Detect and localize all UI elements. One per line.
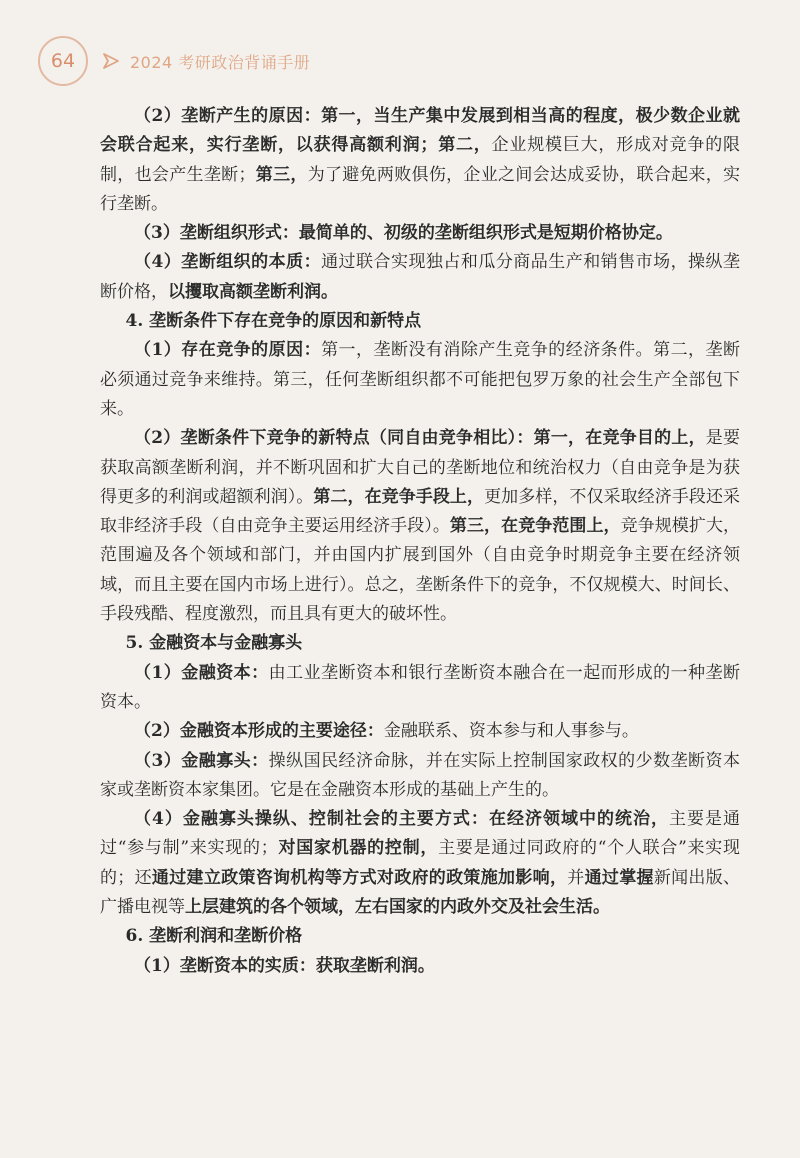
text-segment: 由工业垄断资本和银行垄断资本融合在一起而形成的一种垄断资本。 [100, 662, 740, 712]
paragraph [100, 805, 740, 922]
term-label: （2）垄断产生的原因： [134, 106, 322, 126]
term-label: （1）金融资本： [134, 662, 269, 683]
play-arrow-icon [102, 52, 120, 70]
term-label: （1）存在竞争的原因： [134, 340, 322, 361]
page-header [38, 36, 310, 86]
text-segment: 第二，在竞争手段上， [313, 486, 485, 507]
text-segment: 最简单的、初级的垄断组织形式是短期价格协定。 [298, 223, 673, 244]
term-label: （4）垄断组织的本质： [134, 252, 322, 273]
text-segment: 第一，垄断没有消除产生竞争的经济条件。第二，垄断必须通过竞争来维持。第三，任何垄断组织都不可能把包罗万象的社会生产全部包下来。 [100, 340, 740, 419]
text-segment: 通过联合实现独占和瓜分商品生产和销售市场，操纵垄断价格， [100, 252, 740, 302]
paragraph [100, 659, 740, 718]
text-segment: 更加多样，不仅采取经济手段还采取非经济手段（自由竞争主要运用经济手段）。 [100, 486, 741, 537]
text-segment: 第一，在竞争目的上， [533, 428, 706, 449]
text-segment: 竞争规模扩大，范围遍及各个领域和部门，并由国内扩展到国外（自由竞争时期竞争主要在经济领域，而且主要在国内市场上进行）。总之，垄断条件下的竞争，不仅规模大、时间长、手段残酷、程度激烈，而且具有更大的破坏性。 [100, 516, 741, 625]
term-label: （2）金融资本形成的主要途径： [134, 721, 384, 742]
page-content [100, 102, 740, 981]
paragraph [100, 102, 740, 219]
text-segment: 通过建立政策咨询机构等方式对政府的政策施加影响， [151, 867, 568, 888]
text-segment: 主要是通过同政府的“个人联合”来实现的；还 [100, 838, 740, 888]
paragraph [100, 717, 740, 746]
text-segment: 在经济领域中的统治， [488, 809, 669, 830]
text-segment: 第一，当生产集中发展到相当高的程度，极少数企业就会联合起来，实行垄断，以获得高额利润； [100, 106, 740, 156]
page-number: 64 [38, 36, 88, 86]
text-segment: 新闻出版、广播电视等 [100, 867, 741, 918]
text-segment: 对国家机器的控制， [277, 838, 439, 859]
text-segment: 获取垄断利润。 [315, 955, 435, 976]
text-segment: 第三，在竞争范围上， [449, 516, 621, 537]
text-segment: 企业规模巨大，形成对竞争的限制，也会产生垄断； [100, 135, 741, 185]
section-heading: 6. 垄断利润和垄断价格 [125, 926, 303, 947]
text-segment: 为了避免两败俱伤，企业之间会达成妥协，联合起来，实行垄断。 [100, 164, 741, 214]
term-label: （2）垄断条件下竞争的新特点（同自由竞争相比）： [134, 428, 534, 449]
paragraph [100, 424, 740, 629]
paragraph [100, 952, 740, 981]
section-heading: 4. 垄断条件下存在竞争的原因和新特点 [125, 311, 422, 332]
text-segment: 以攫取高额垄断利润。 [168, 281, 338, 302]
text-segment: 金融联系、资本参与和人事参与。 [383, 721, 639, 742]
term-label: （1）垄断资本的实质： [134, 955, 316, 976]
paragraph [100, 248, 740, 307]
text-segment: 是要获取高额垄断利润，并不断巩固和扩大自己的垄断地位和统治权力（自由竞争是为获得更多的利润或超额利润）。 [100, 428, 741, 507]
term-label: （3）金融寡头： [134, 750, 269, 771]
text-segment: 上层建筑的各个领域，左右国家的内政外交及社会生活。 [185, 897, 610, 918]
term-label: （3）垄断组织形式： [134, 223, 299, 244]
text-segment: 第二， [437, 135, 492, 156]
term-label: （4）金融寡头操纵、控制社会的主要方式： [134, 809, 489, 830]
section-heading: 5. 金融资本与金融寡头 [125, 633, 303, 654]
text-segment: 第三， [255, 164, 308, 185]
text-segment: 操纵国民经济命脉，并在实际上控制国家政权的少数垄断资本家或垄断资本家集团。它是在金融资本形成的基础上产生的。 [100, 750, 740, 800]
book-title: 2024 考研政治背诵手册 [130, 52, 311, 72]
text-segment: 并 [567, 867, 585, 888]
paragraph [100, 336, 740, 424]
text-segment: 通过掌握 [584, 867, 654, 888]
paragraph [100, 747, 740, 806]
paragraph [100, 219, 740, 248]
text-segment: 主要是通过“参与制”来实现的； [100, 809, 741, 859]
